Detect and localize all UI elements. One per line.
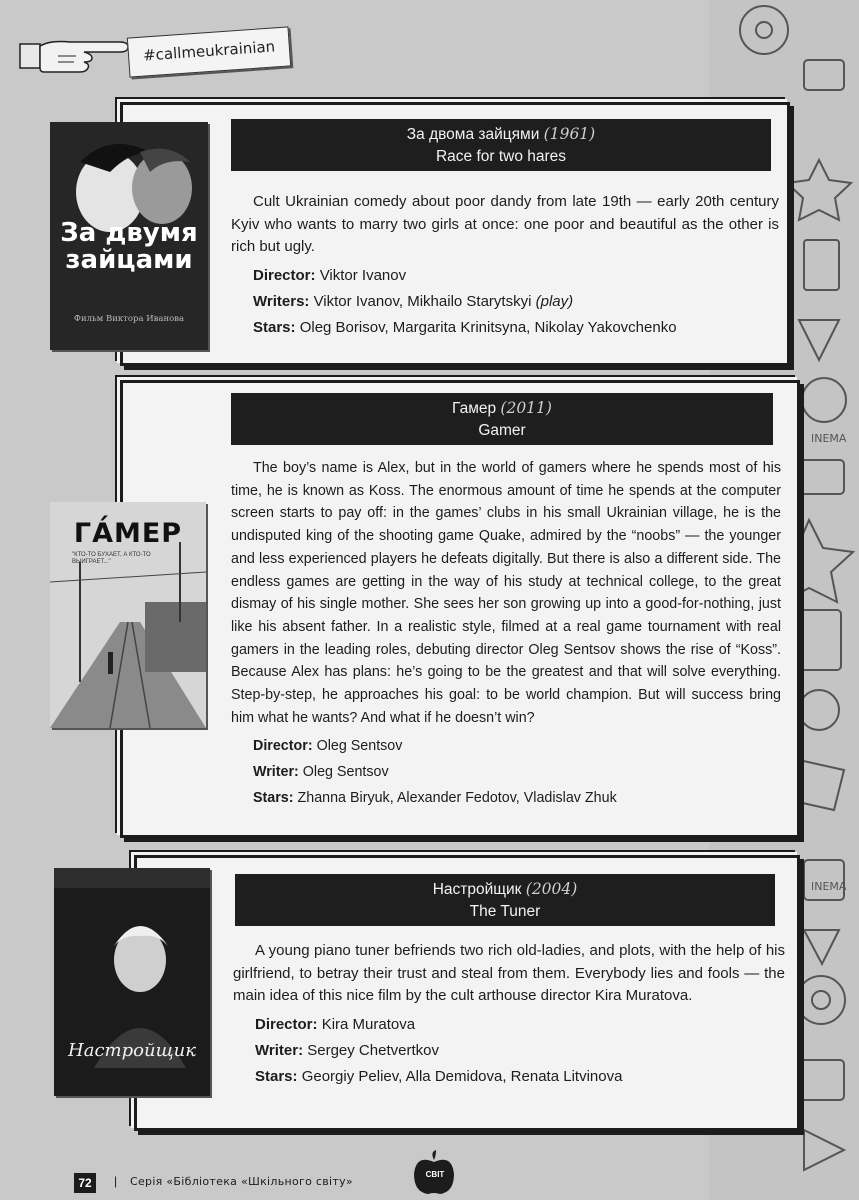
film-title-band	[231, 119, 771, 171]
logo-text: СВІТ	[425, 1170, 445, 1179]
film-director: Director: Kira Muratova	[255, 1016, 416, 1034]
footer-separator: |	[114, 1174, 118, 1188]
film-writers: Writer: Sergey Chetvertkov	[255, 1042, 439, 1060]
poster-title: За двумя зайцами	[60, 218, 198, 275]
film-director: Director: Oleg Sentsov	[253, 738, 403, 755]
svg-text:INEMA: INEMA	[811, 432, 847, 445]
film-title-band	[235, 874, 775, 926]
poster-gamer	[50, 502, 206, 728]
film-stars: Stars: Oleg Borisov, Margarita Krinitsyna, Nikolay Yakovchenko	[253, 319, 677, 337]
hashtag-note	[127, 26, 291, 77]
film-description: A young piano tuner befriends two rich old-ladies, and plots, with the help of his girlfriend, to betray their trust and steal from them. Everybody lies and fools — the main idea of this nice film by the cult arthouse director Kira Muratova.	[233, 942, 785, 1005]
film-card-the-tuner	[134, 855, 800, 1131]
pointing-hand-icon	[18, 30, 138, 82]
poster-title: ГА́МЕР	[73, 518, 183, 549]
film-card-gamer	[120, 380, 800, 838]
film-director: Director: Viktor Ivanov	[253, 267, 407, 285]
film-title-en: The Tuner	[469, 903, 541, 920]
film-description: Cult Ukrainian comedy about poor dandy from late 19th — early 20th century Kyiv who wants to marry two girls at once: one poor and beautiful as the other is rich but ugly.	[231, 193, 779, 256]
film-title-en: Race for two hares	[435, 148, 567, 165]
film-title-ua: Настройщик	[432, 881, 522, 898]
svg-text:INEMA: INEMA	[811, 880, 847, 893]
film-year: (1961)	[543, 125, 596, 143]
film-info	[233, 940, 785, 1090]
film-card-race-for-two-hares	[120, 102, 790, 366]
page-number: 72	[74, 1173, 96, 1193]
film-writers: Writer: Oleg Sentsov	[253, 764, 389, 781]
poster-race-for-two-hares	[50, 122, 208, 350]
poster-subtitle: "КТО-ТО БУХАЕТ, А КТО-ТО ВЫИГРАЕТ..."	[72, 552, 151, 565]
film-title-ua: За двома зайцями	[406, 126, 540, 143]
film-info	[231, 191, 779, 341]
poster-title: Настройщик	[68, 1040, 196, 1061]
film-title-ua: Гамер	[452, 400, 497, 417]
film-title-band	[231, 393, 773, 445]
film-info	[231, 457, 781, 811]
film-description: The boy’s name is Alex, but in the world of gamers where he spends most of his time, he is known as Koss. The enormous amount of time he spends at the computer screen starts to pay off: in the games’ clubs in his small Ukrainian village, he is the undisputed king of the shooting game Quake, admired by the “noobs” — the younger and less experienced players he defeats digitally. But there is also a different side. The endless games are getting in the way of his study at technical college, to the great dismay of his single mother. She sees her son growing up into a good-for-nothing, just like his absent father. In a realistic style, filmed at a real game tournament with real gamers in the leading roles, debuting director Oleg Sentsov shows the rise of “Koss”. Because Alex has plans: he’s going to be the greatest and that will solve everything. Step-by-step, he approaches his goal: to be world champion. But will success bring him what he wants? And what if he doesn’t win?	[231, 460, 781, 726]
film-writers: Writers: Viktor Ivanov, Mikhailo Starytskyi (play)	[253, 293, 574, 311]
poster-art	[54, 868, 210, 1096]
film-stars: Stars: Zhanna Biryuk, Alexander Fedotov, Vladislav Zhuk	[253, 790, 617, 807]
poster-the-tuner	[54, 868, 210, 1096]
film-year: (2004)	[525, 880, 578, 898]
film-stars: Stars: Georgiy Peliev, Alla Demidova, Renata Litvinova	[255, 1068, 623, 1086]
film-title-en: Gamer	[478, 422, 526, 439]
film-year: (2011)	[500, 399, 552, 417]
hashtag-label: #callmeukrainian	[142, 37, 276, 65]
series-title: Серія «Бібліотека «Шкільного світу»	[130, 1175, 353, 1188]
poster-subtitle: Фильм Виктора Иванова	[73, 314, 185, 324]
